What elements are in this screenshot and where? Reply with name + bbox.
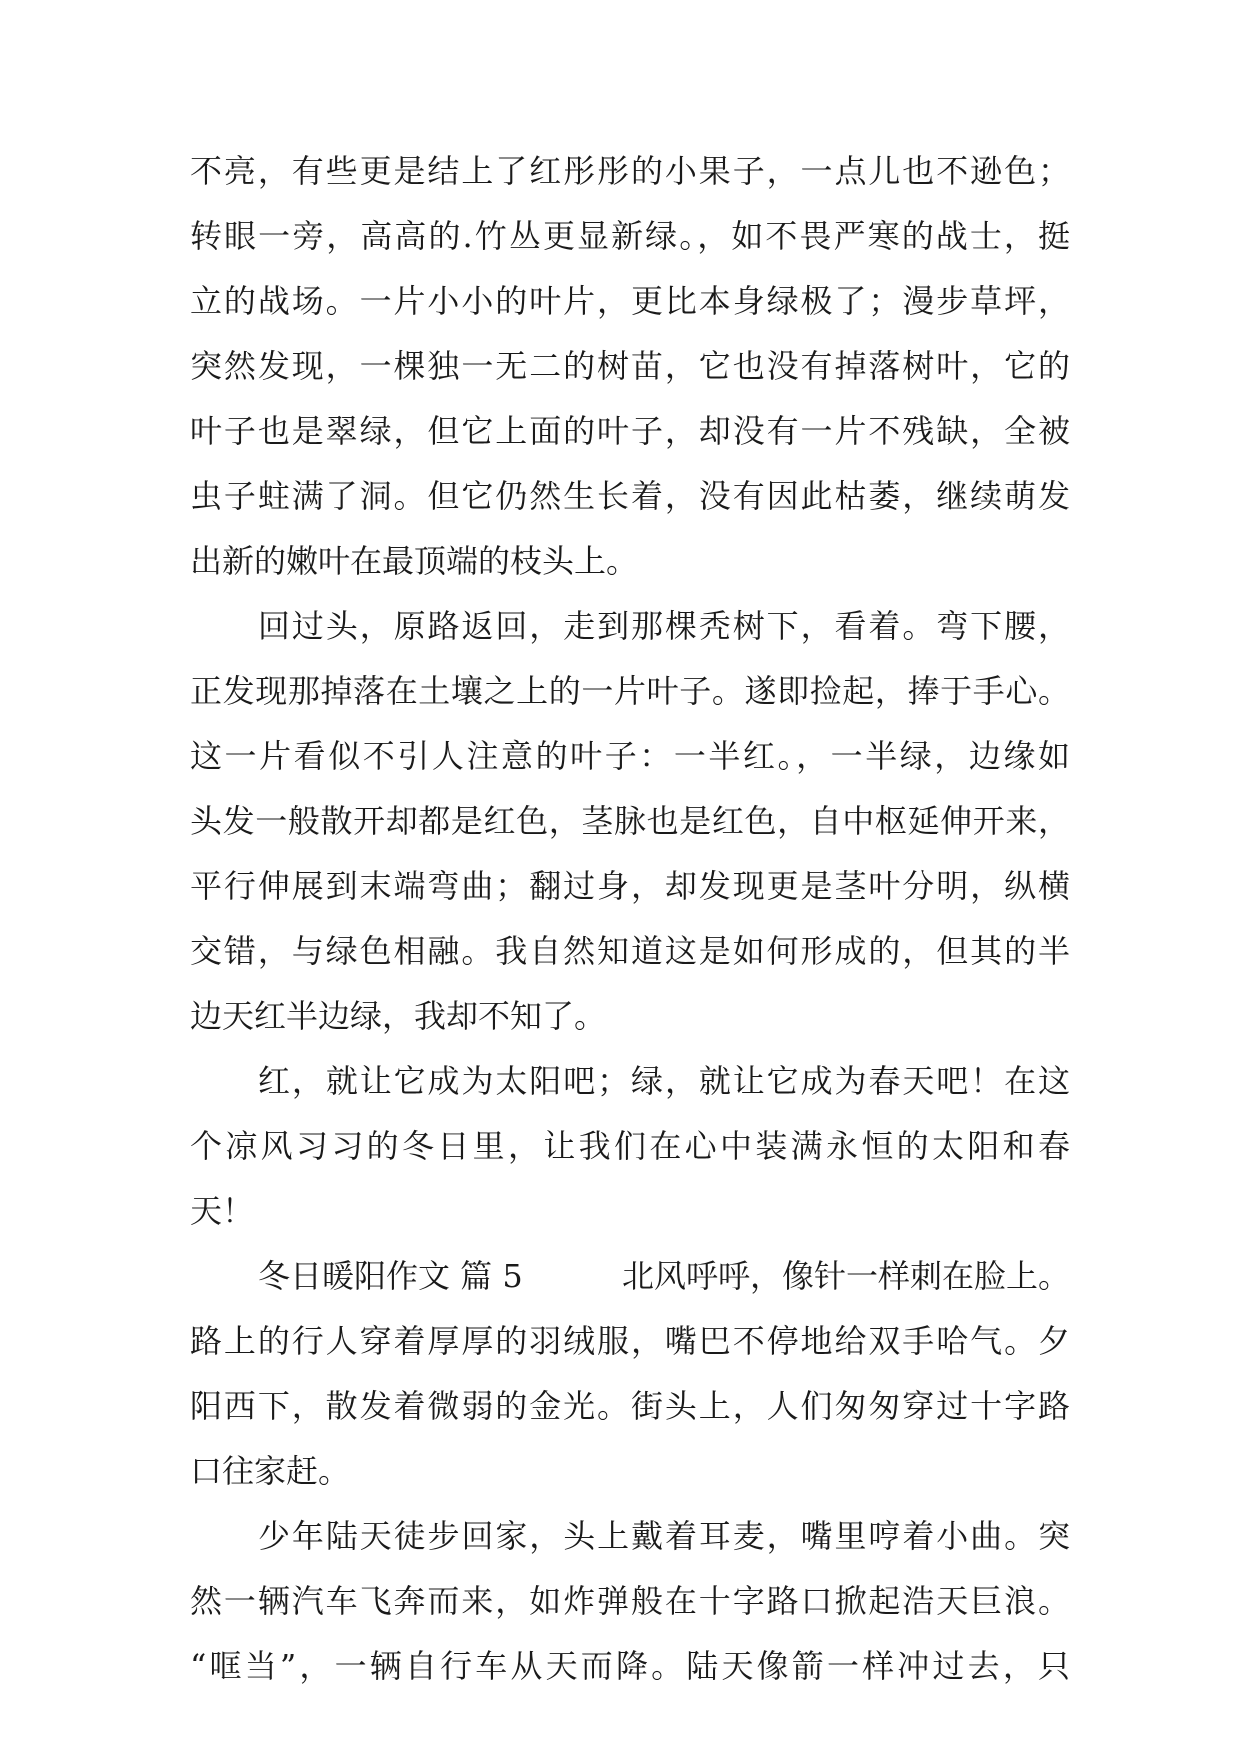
text-line: 转眼一旁，高高的.竹丛更显新绿。，如不畏严寒的战士，挺 — [190, 217, 1070, 255]
text-line: 叶子也是翠绿，但它上面的叶子，却没有一片不残缺，全被 — [190, 412, 1070, 450]
text-line: 阳西下，散发着微弱的金光。街头上，人们匆匆穿过十字路 — [190, 1387, 1070, 1425]
text-line: 突然发现，一棵独一无二的树苗，它也没有掉落树叶，它的 — [190, 347, 1070, 385]
text-line: 天！ — [190, 1192, 255, 1230]
text-line: 回过头，原路返回，走到那棵秃树下，看着。弯下腰， — [258, 607, 1070, 645]
text-line: 个凉风习习的冬日里，让我们在心中装满永恒的太阳和春 — [190, 1127, 1070, 1165]
text-line: 平行伸展到末端弯曲；翻过身，却发现更是茎叶分明，纵横 — [190, 867, 1070, 905]
text-line: 口往家赶。 — [190, 1452, 351, 1490]
text-line: 这一片看似不引人注意的叶子：一半红。，一半绿，边缘如 — [190, 737, 1070, 775]
text-line: 少年陆天徒步回家，头上戴着耳麦，嘴里哼着小曲。突 — [258, 1517, 1070, 1555]
text-line: 虫子蛀满了洞。但它仍然生长着，没有因此枯萎，继续萌发 — [190, 477, 1070, 515]
text-line: “哐当”，一辆自行车从天而降。陆天像箭一样冲过去，只 — [190, 1647, 1070, 1685]
text-line: 交错，与绿色相融。我自然知道这是如何形成的，但其的半 — [190, 932, 1070, 970]
text-line: 红，就让它成为太阳吧；绿，就让它成为春天吧！在这 — [258, 1062, 1070, 1100]
text-line: 路上的行人穿着厚厚的羽绒服，嘴巴不停地给双手哈气。夕 — [190, 1322, 1070, 1360]
text-line: 北风呼呼，像针一样刺在脸上。 — [621, 1257, 1070, 1295]
text-line: 正发现那掉落在土壤之上的一片叶子。遂即捡起，捧于手心。 — [190, 672, 1070, 710]
text-line: 然一辆汽车飞奔而来，如炸弹般在十字路口掀起浩天巨浪。 — [190, 1582, 1070, 1620]
text-line: 出新的嫩叶在最顶端的枝头上。 — [190, 542, 639, 580]
text-line: 不亮，有些更是结上了红彤彤的小果子，一点儿也不逊色； — [190, 152, 1070, 190]
text-line: 立的战场。一片小小的叶片，更比本身绿极了；漫步草坪， — [190, 282, 1070, 320]
section-title: 冬日暖阳作文 篇 5 — [258, 1257, 523, 1295]
text-line: 头发一般散开却都是红色，茎脉也是红色，自中枢延伸开来， — [190, 802, 1070, 840]
text-line: 边天红半边绿，我却不知了。 — [190, 997, 607, 1035]
section-heading-line — [258, 1246, 1070, 1306]
